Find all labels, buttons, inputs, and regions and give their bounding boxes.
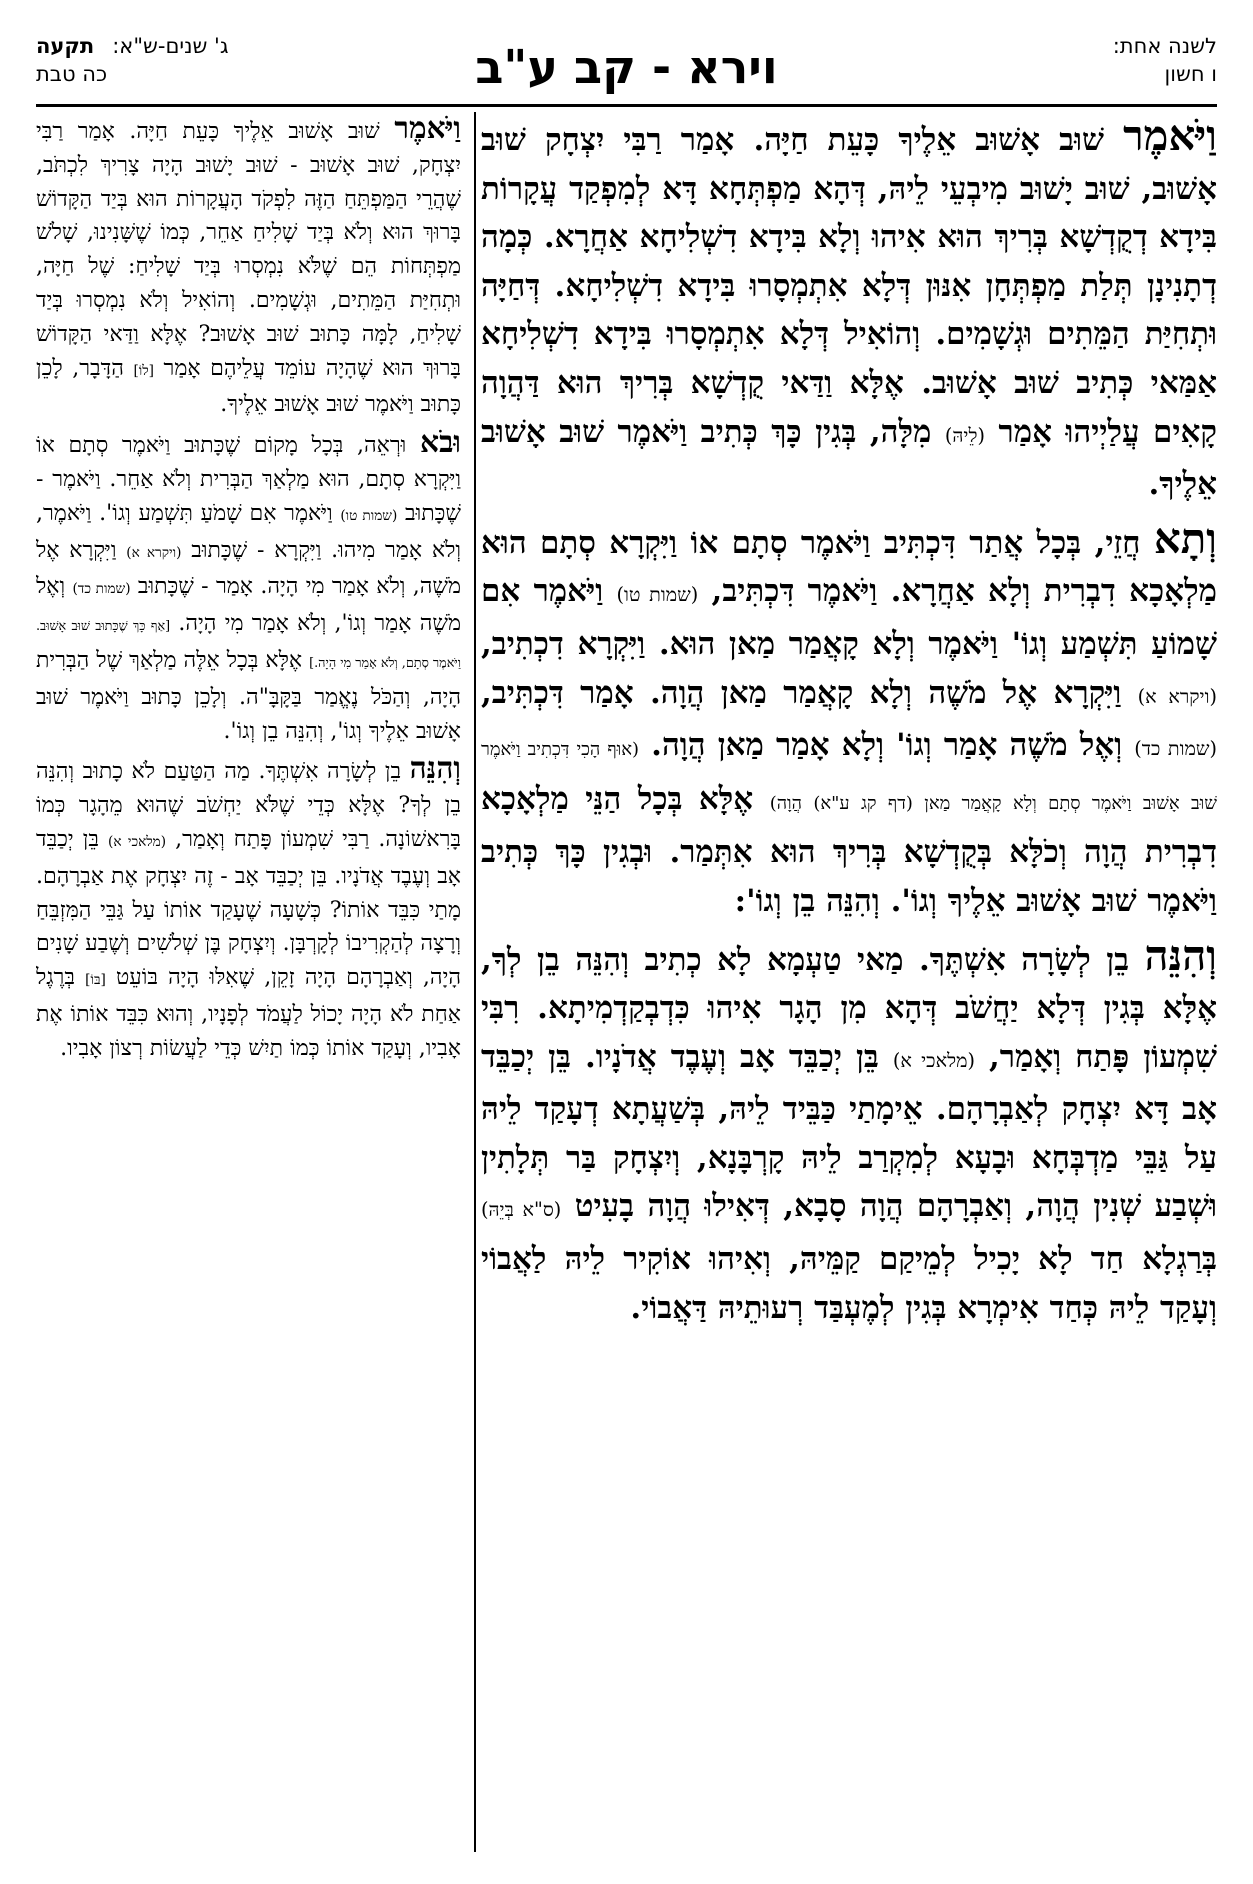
main-text-span: וַיִּקְרָא אֶל מֹשֶׁה וְלָא קָאֲמַר מַאן הֲוָה. אָמַר דִּכְתִּיב,	[481, 674, 1122, 711]
main-text-span: אֶלָּא בְּכָל הַנֵּי מַלְאָכָא דִבְרִית הֲוָה וְכֹלָּא בְּקֻדְשָׁא בְּרִיךְ הוּא אִתְּמַר. וּבְגִין כָּךְ כְּתִיב וַיֹּאמֶר שׁוּב אָשׁוּב אֵלֶיךָ וְגוֹ'. וְהִנֵּה בֵן וְגוֹ':	[481, 780, 1217, 919]
verse-citation: (ויקרא א)	[126, 544, 182, 561]
verse-citation: (מלאכי א)	[892, 1048, 975, 1072]
side-text-span: בֵן לְשָׂרָה אִשְׁתֶּךָ. מַה הַטַּעַם לֹא כָתוּב וְהִנֵּה בֵן לְךָ? אֶלָּא כְּדֵי שֶׁלֹּא יַחְשֹׁב שֶׁהוּא מֵהָגָר כְּמוֹ בָּרִאשׁוֹנָה. רַבִּי שִׁמְעוֹן פָּתַח וְאָמַר,	[36, 759, 461, 852]
main-text-span: חֲזֵי, בְּכָל אֲתַר דִּכְתִּיב וַיֹּאמֶר סְתָם אוֹ וַיִּקְרָא סְתָם הוּא מַלְאָכָא דִבְרִית וְלָא אַחֲרָא. וַיֹּאמֶר דִּכְתִּיב,	[481, 524, 1217, 610]
bracket-note: (לֵיהּ)	[944, 423, 985, 447]
column-divider	[474, 112, 476, 1852]
verse-citation: (שמות כד)	[1134, 737, 1217, 761]
main-text-span: וַיֹּאמֶר אִם שָׁמוֹעַ תִּשְׁמַע וְגוֹ' וַיֹּאמֶר וְלָא קָאֲמַר מַאן הוּא. וַיִּקְרָא דִכְתִיב,	[481, 573, 1217, 662]
main-paragraph-1	[481, 112, 1217, 509]
verse-citation: (ס"א בְּיֵהּ)	[481, 1198, 562, 1222]
daily-number: תקעה	[36, 34, 95, 58]
verse-citation: (מלאכי א)	[108, 833, 167, 850]
side-text-span: שׁוּב אָשׁוּב אֵלֶיךָ כָּעֵת חַיָּה. אָמַר רַבִּי יִצְחָק, שׁוּב אָשׁוּב - שׁוּב יָשׁוּב הָיָה צָרִיךְ לִכְתֹּב, שֶׁהֲרֵי הַמַּפְתֵּחַ הַזֶּה לִפְקֹד הָעֲקָרוֹת הוּא בְּיַד הַקָּדוֹשׁ בָּרוּךְ הוּא וְלֹא בְּיַד שָׁלִיחַ אַחֵר, כְּמוֹ שֶׁשָּׁנִינוּ, שָׁלֹשׁ מַפְתְּחוֹת הֵם שֶׁלֹּא נִמְסְרוּ בְּיַד שָׁלִיחַ: שֶׁל חַיָּה, וּתְחִיַּת הַמֵּתִים, וּגְשָׁמִים. וְהוֹאִיל וְלֹא נִמְסְרוּ בְּיַד שָׁלִיחַ, לָמָּה כָּתוּב שׁוּב אָשׁוּב? אֶלָּא וַדַּאי הַקָּדוֹשׁ בָּרוּךְ הוּא שֶׁהָיָה עוֹמֵד עֲלֵיהֶם אָמַר	[36, 119, 461, 381]
main-text-span: בֵן לְשָׂרָה אִשְׁתֶּךָ. מַאי טַעְמָא לָא כְתִיב וְהִנֵּה בֵן לְךָ, אֶלָּא בְּגִין דְּלָא יַחֲשֹׁב דְּהָא מִן הָגָר אִיהוּ כִּדְבְקַדְמִיתָא. רִבִּי שִׁמְעוֹן פָּתַח וְאָמַר,	[481, 941, 1217, 1075]
side-text-span: וְאֶל מֹשֶׁה אָמַר וְגוֹ', וְלֹא אָמַר מִי הָיָה.	[36, 574, 461, 637]
opening-word: וְהִנֵּה	[409, 751, 461, 787]
side-paragraph-3	[36, 752, 461, 1065]
three-year-date: כה טבת	[36, 62, 108, 86]
inline-note: [אַף כָּךְ שֶׁכָּתוּב שׁוּב אָשׁוּב. וַיֹּאמֶר סְתָם, וְלֹא אָמַר מִי הָיָה.]	[36, 619, 461, 671]
main-text-span: שׁוּב אָשׁוּב אֵלֶיךָ כָּעֵת חַיָּה. אָמַר רַבִּי יִצְחָק שׁוּב אָשׁוּב, שׁוּב יָשׁוּב מִיבְעֵי לֵיהּ, דְּהָא מַפְתְּחָא דָּא לְמִפְקַד עֲקָרוֹת בִּידָא דְקֻדְשָׁא בְּרִיךְ הוּא אִיהוּ וְלָא בִּידָא דִשְׁלִיחָא אַחֲרָא. כְּמָה דְתָנִינָן תְּלַת מַפְתְּחָן אִנּוּן דְּלָא אִתְמְסָרוּ בִּידָא דִשְׁלִיחָא. דְּחַיָּה וּתְחִיַּת הַמֵּתִים וּגְשָׁמִים. וְהוֹאִיל דְּלָא אִתְמְסָרוּ בִּידָא דִשְׁלִיחָא אַמַּאי כְּתִיב שׁוּב אָשׁוּב. אֶלָּא וַדַּאי קֻדְשָׁא בְּרִיךְ הוּא דַּהֲוָה קָאִים עֲלַיְיהוּ אָמַר	[481, 122, 1217, 450]
header-divider	[36, 104, 1217, 107]
bracket-note: [בּוֹ]	[85, 972, 106, 989]
yearly-schedule-label: לשנה אחת:	[1112, 34, 1217, 58]
side-text-span: אֶלָּא בְּכָל אֵלֶּה מַלְאַךְ שֶׁל הַבְּרִית הָיָה, וְהַכֹּל נֶאֱמַר בַּקָּבָּ"ה. וְלָכֵן כָּתוּב וַיֹּאמֶר שׁוּב אָשׁוּב אֵלֶיךָ וְגוֹ', וְהִנֵּה בֵן וְגוֹ'.	[36, 647, 461, 744]
main-paragraph-3	[481, 932, 1217, 1333]
main-paragraph-2	[481, 515, 1217, 926]
verse-citation: (שמות טו)	[340, 507, 398, 524]
aramaic-column	[481, 112, 1217, 1852]
verse-citation: (שמות כד)	[72, 581, 131, 598]
verse-citation: (שמות טו)	[616, 583, 699, 607]
side-text-span: בְּרֶגֶל אַחַת לֹא הָיָה יָכוֹל לַעֲמֹד לְפָנָיו, וְהוּא כִּבֵּד אוֹתוֹ אֶת אָבִיו, וְעָקַד אוֹתוֹ כְּמוֹ תַיִשׁ כְּדֵי לַעֲשׂוֹת רְצוֹן אָבִיו.	[36, 965, 461, 1061]
side-text-span: הַדָּבָר, לָכֵן כָּתוּב וַיֹּאמֶר שׁוּב אָשׁוּב אֵלֶיךָ.	[36, 355, 461, 418]
opening-word: וּבֹא	[420, 425, 461, 461]
side-text-span: וַיֹּאמֶר אִם שָׁמֹעַ תִּשְׁמַע וְגוֹ'. וַיֹּאמֶר, וְלֹא אָמַר מִיהוּ. וַיִּקְרָא - שֶׁכָּתוּב	[36, 500, 461, 563]
three-year-label: ג' שנים-ש"א:	[112, 34, 229, 58]
opening-word: וַיֹּאמֶר	[394, 112, 461, 146]
side-text-span: וּרְאֵה, בְּכָל מָקוֹם שֶׁכָּתוּב וַיֹּאמֶר סְתָם אוֹ וַיִּקְרָא סְתָם, הוּא מַלְאַךְ הַבְּרִית וְלֹא אַחֵר. וַיֹּאמֶר - שֶׁכָּתוּב	[36, 433, 461, 526]
side-paragraph-1	[36, 112, 461, 422]
main-text-span: בֵּן יְכַבֵּד אָב וְעֶבֶד אֲדֹנָיו. בֵּן יְכַבֵּד אָב דָּא יִצְחָק לְאַבְרָהָם. אֵימָתַי כַּבֵּיד לֵיהּ, בְּשַׁעֲתָא דְעָקַד לֵיהּ עַל גַּבֵּי מַדְבְּחָא וּבָעָא לְמִקְרַב לֵיהּ קָרְבָּנָא, וְיִצְחָק בַּר תְּלָתִין וּשְׁבַע שְׁנִין הֲוָה, וְאַבְרָהָם הֲוָה סָבָא, דְּאִילוּ הֲוָה בָעִיט	[481, 1038, 1217, 1225]
main-text-span: וְאֶל מֹשֶׁה אָמַר וְגוֹ' וְלָא אָמַר מַאן הֲוָה.	[651, 727, 1123, 764]
yearly-schedule-date: ו חשון	[1164, 62, 1217, 86]
opening-word: וְתָא	[1153, 513, 1217, 563]
opening-word: וְהִנֵּה	[1144, 930, 1217, 980]
inline-note: (אוּף הָכִי דִּכְתִיב וַיֹּאמֶר שׁוּב אָשׁוּב וַיֹּאמֶר סְתָם וְלָא קָאֲמַר מַאן (דף קג ע"א) הֲוָה)	[481, 739, 1217, 814]
bracket-note: [לוֹ]	[133, 362, 154, 379]
three-year-schedule	[36, 32, 228, 88]
side-paragraph-2	[36, 426, 461, 748]
page-title: וירא - קב ע"ב	[475, 40, 778, 94]
opening-word: וַיֹּאמֶר	[1123, 112, 1217, 160]
side-text-span: בֵּן יְכַבֵּד אָב וְעֶבֶד אֲדֹנָיו. בֵּן יְכַבֵּד אָב - זֶה יִצְחָק אֶת אַבְרָהָם. מָתַי כִּבֵּד אוֹתוֹ? כְּשָׁעָה שֶׁעָקַד אוֹתוֹ עַל גַּבֵּי הַמִּזְבֵּחַ וְרָצָה לְהַקְרִיבוֹ לְקָרְבָּן. וְיִצְחָק בֶּן שְׁלֹשִׁים וְשֶׁבַע שָׁנִים הָיָה, וְאַבְרָהָם הָיָה זָקֵן, שֶׁאִלּוּ הָיָה בּוֹעֵט	[36, 826, 461, 991]
main-text-span: בְּרַגְלָא חַד לָא יָכִיל לְמֵיקַם קַמֵּיהּ, וְאִיהוּ אוֹקִיר לֵיהּ לַאֲבוֹי וְעָקַד לֵיהּ כְּחַד אִימְרָא בְּגִין לְמֶעְבַּד רְעוּתֵיהּ דַּאֲבוֹי.	[481, 1241, 1217, 1326]
main-text-span: מִלָּה, בְּגִין כָּךְ כְּתִיב וַיֹּאמֶר שׁוּב אָשׁוּב אֵלֶיךָ.	[481, 413, 1217, 503]
hebrew-translation-column	[36, 112, 461, 1852]
verse-citation: (ויקרא א)	[1137, 684, 1217, 708]
side-text-span: וַיִּקְרָא אֶל מֹשֶׁה, וְלֹא אָמַר מִי הָיָה. אָמַר - שֶׁכָּתוּב	[36, 537, 461, 600]
